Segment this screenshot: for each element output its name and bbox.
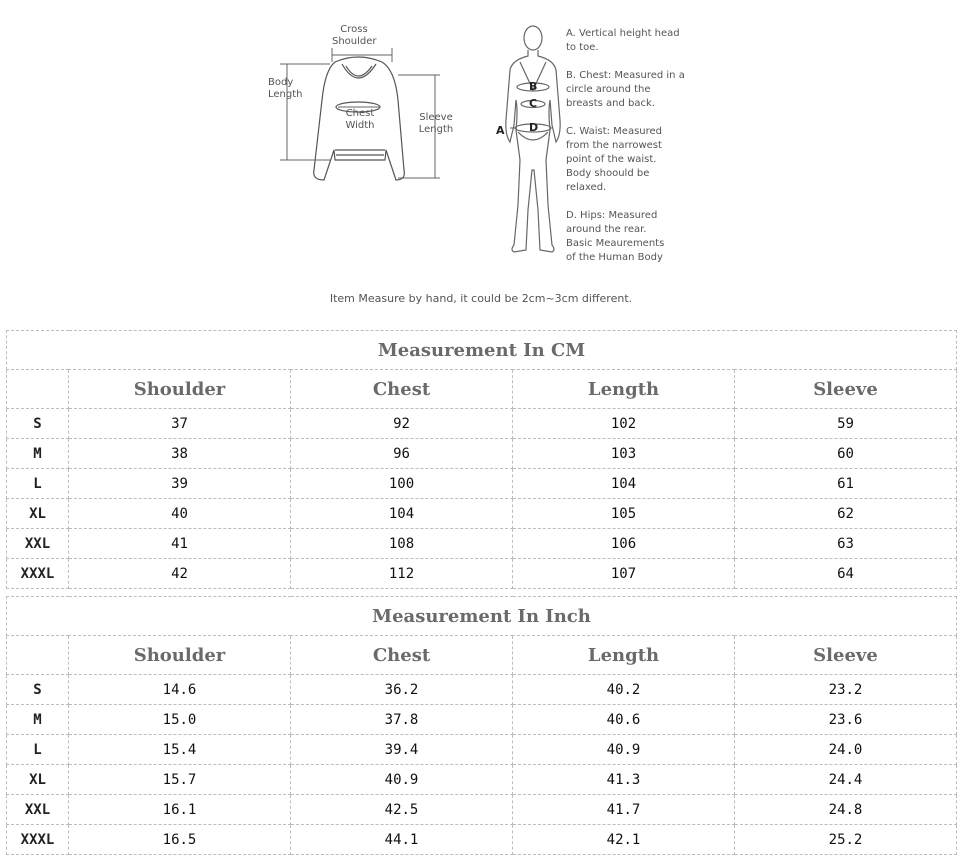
header-blank (7, 636, 69, 675)
header-length: Length (513, 370, 735, 409)
size-label: S (7, 409, 69, 439)
sleeve-value: 23.2 (735, 675, 957, 705)
chest-value: 42.5 (291, 795, 513, 825)
body-illustration (506, 26, 560, 252)
length-value: 41.7 (513, 795, 735, 825)
shoulder-value: 41 (69, 529, 291, 559)
chest-value: 36.2 (291, 675, 513, 705)
chest-value: 100 (291, 469, 513, 499)
table-row (7, 675, 957, 705)
shoulder-value: 15.4 (69, 735, 291, 765)
table-row (7, 409, 957, 439)
sleeve-value: 59 (735, 409, 957, 439)
shoulder-value: 40 (69, 499, 291, 529)
size-label: XL (7, 499, 69, 529)
size-label: L (7, 735, 69, 765)
chest-value: 44.1 (291, 825, 513, 855)
size-label: L (7, 469, 69, 499)
chest-value: 108 (291, 529, 513, 559)
length-value: 106 (513, 529, 735, 559)
size-label: XXL (7, 795, 69, 825)
sleeve-value: 61 (735, 469, 957, 499)
table-header-row (7, 370, 957, 409)
size-label: S (7, 675, 69, 705)
chest-value: 104 (291, 499, 513, 529)
shoulder-value: 16.1 (69, 795, 291, 825)
shoulder-value: 14.6 (69, 675, 291, 705)
sleeve-value: 24.8 (735, 795, 957, 825)
header-chest: Chest (291, 636, 513, 675)
sleeve-value: 25.2 (735, 825, 957, 855)
chest-width-label: Chest Width (345, 108, 375, 131)
note-a: A. Vertical height head to toe. (566, 28, 680, 53)
sleeve-value: 23.6 (735, 705, 957, 735)
sleeve-value: 60 (735, 439, 957, 469)
chest-value: 37.8 (291, 705, 513, 735)
header-shoulder: Shoulder (69, 370, 291, 409)
size-label: XXL (7, 529, 69, 559)
header-blank (7, 370, 69, 409)
table-row (7, 559, 957, 589)
shoulder-value: 15.0 (69, 705, 291, 735)
sleeve-value: 24.4 (735, 765, 957, 795)
length-value: 42.1 (513, 825, 735, 855)
length-value: 102 (513, 409, 735, 439)
size-label: XL (7, 765, 69, 795)
table-row (7, 735, 957, 765)
size-label: M (7, 705, 69, 735)
length-value: 40.6 (513, 705, 735, 735)
note-b: B. Chest: Measured in a circle around the breasts and back. (566, 70, 685, 109)
body-letter-a: A (496, 124, 505, 137)
note-c: C. Waist: Measured from the narrowest point of the waist. Body shoould be relaxed. (566, 126, 663, 193)
shoulder-value: 15.7 (69, 765, 291, 795)
table-header-row (7, 636, 957, 675)
sleeve-value: 64 (735, 559, 957, 589)
chest-value: 92 (291, 409, 513, 439)
shoulder-value: 38 (69, 439, 291, 469)
chest-value: 96 (291, 439, 513, 469)
note-d: D. Hips: Measured around the rear. Basic Meaurements of the Human Body (566, 210, 665, 263)
shoulder-value: 42 (69, 559, 291, 589)
size-label: M (7, 439, 69, 469)
header-sleeve: Sleeve (735, 370, 957, 409)
sleeve-length-label: Sleeve Length (418, 112, 454, 135)
chest-value: 39.4 (291, 735, 513, 765)
table-row (7, 469, 957, 499)
measure-footnote: Item Measure by hand, it could be 2cm~3cm different. (329, 292, 633, 305)
measurement-diagram (0, 0, 962, 320)
table-row (7, 439, 957, 469)
length-value: 103 (513, 439, 735, 469)
size-label: XXXL (7, 559, 69, 589)
sleeve-value: 63 (735, 529, 957, 559)
cross-shoulder-label: Cross Shoulder (332, 24, 377, 47)
table-title-row (7, 597, 957, 636)
header-length: Length (513, 636, 735, 675)
header-sleeve: Sleeve (735, 636, 957, 675)
cm-measurement-table (6, 330, 957, 589)
body-letter-b: B (529, 80, 538, 93)
table-row (7, 795, 957, 825)
shoulder-value: 39 (69, 469, 291, 499)
header-shoulder: Shoulder (69, 636, 291, 675)
length-value: 107 (513, 559, 735, 589)
size-label: XXXL (7, 825, 69, 855)
cm-table-title: Measurement In CM (7, 331, 957, 370)
table-row (7, 529, 957, 559)
sleeve-value: 62 (735, 499, 957, 529)
shoulder-value: 37 (69, 409, 291, 439)
length-value: 41.3 (513, 765, 735, 795)
inch-measurement-table (6, 596, 957, 855)
length-value: 40.2 (513, 675, 735, 705)
body-letter-d: D (529, 121, 539, 134)
length-value: 105 (513, 499, 735, 529)
header-chest: Chest (291, 370, 513, 409)
sleeve-value: 24.0 (735, 735, 957, 765)
diagram-drawing (0, 0, 962, 320)
chest-value: 112 (291, 559, 513, 589)
body-letter-c: C (529, 97, 538, 110)
body-length-label: Body Length (268, 77, 303, 100)
length-value: 40.9 (513, 735, 735, 765)
table-title-row (7, 331, 957, 370)
length-value: 104 (513, 469, 735, 499)
table-row (7, 765, 957, 795)
chest-value: 40.9 (291, 765, 513, 795)
table-row (7, 705, 957, 735)
table-row (7, 499, 957, 529)
shoulder-value: 16.5 (69, 825, 291, 855)
inch-table-title: Measurement In Inch (7, 597, 957, 636)
table-row (7, 825, 957, 855)
